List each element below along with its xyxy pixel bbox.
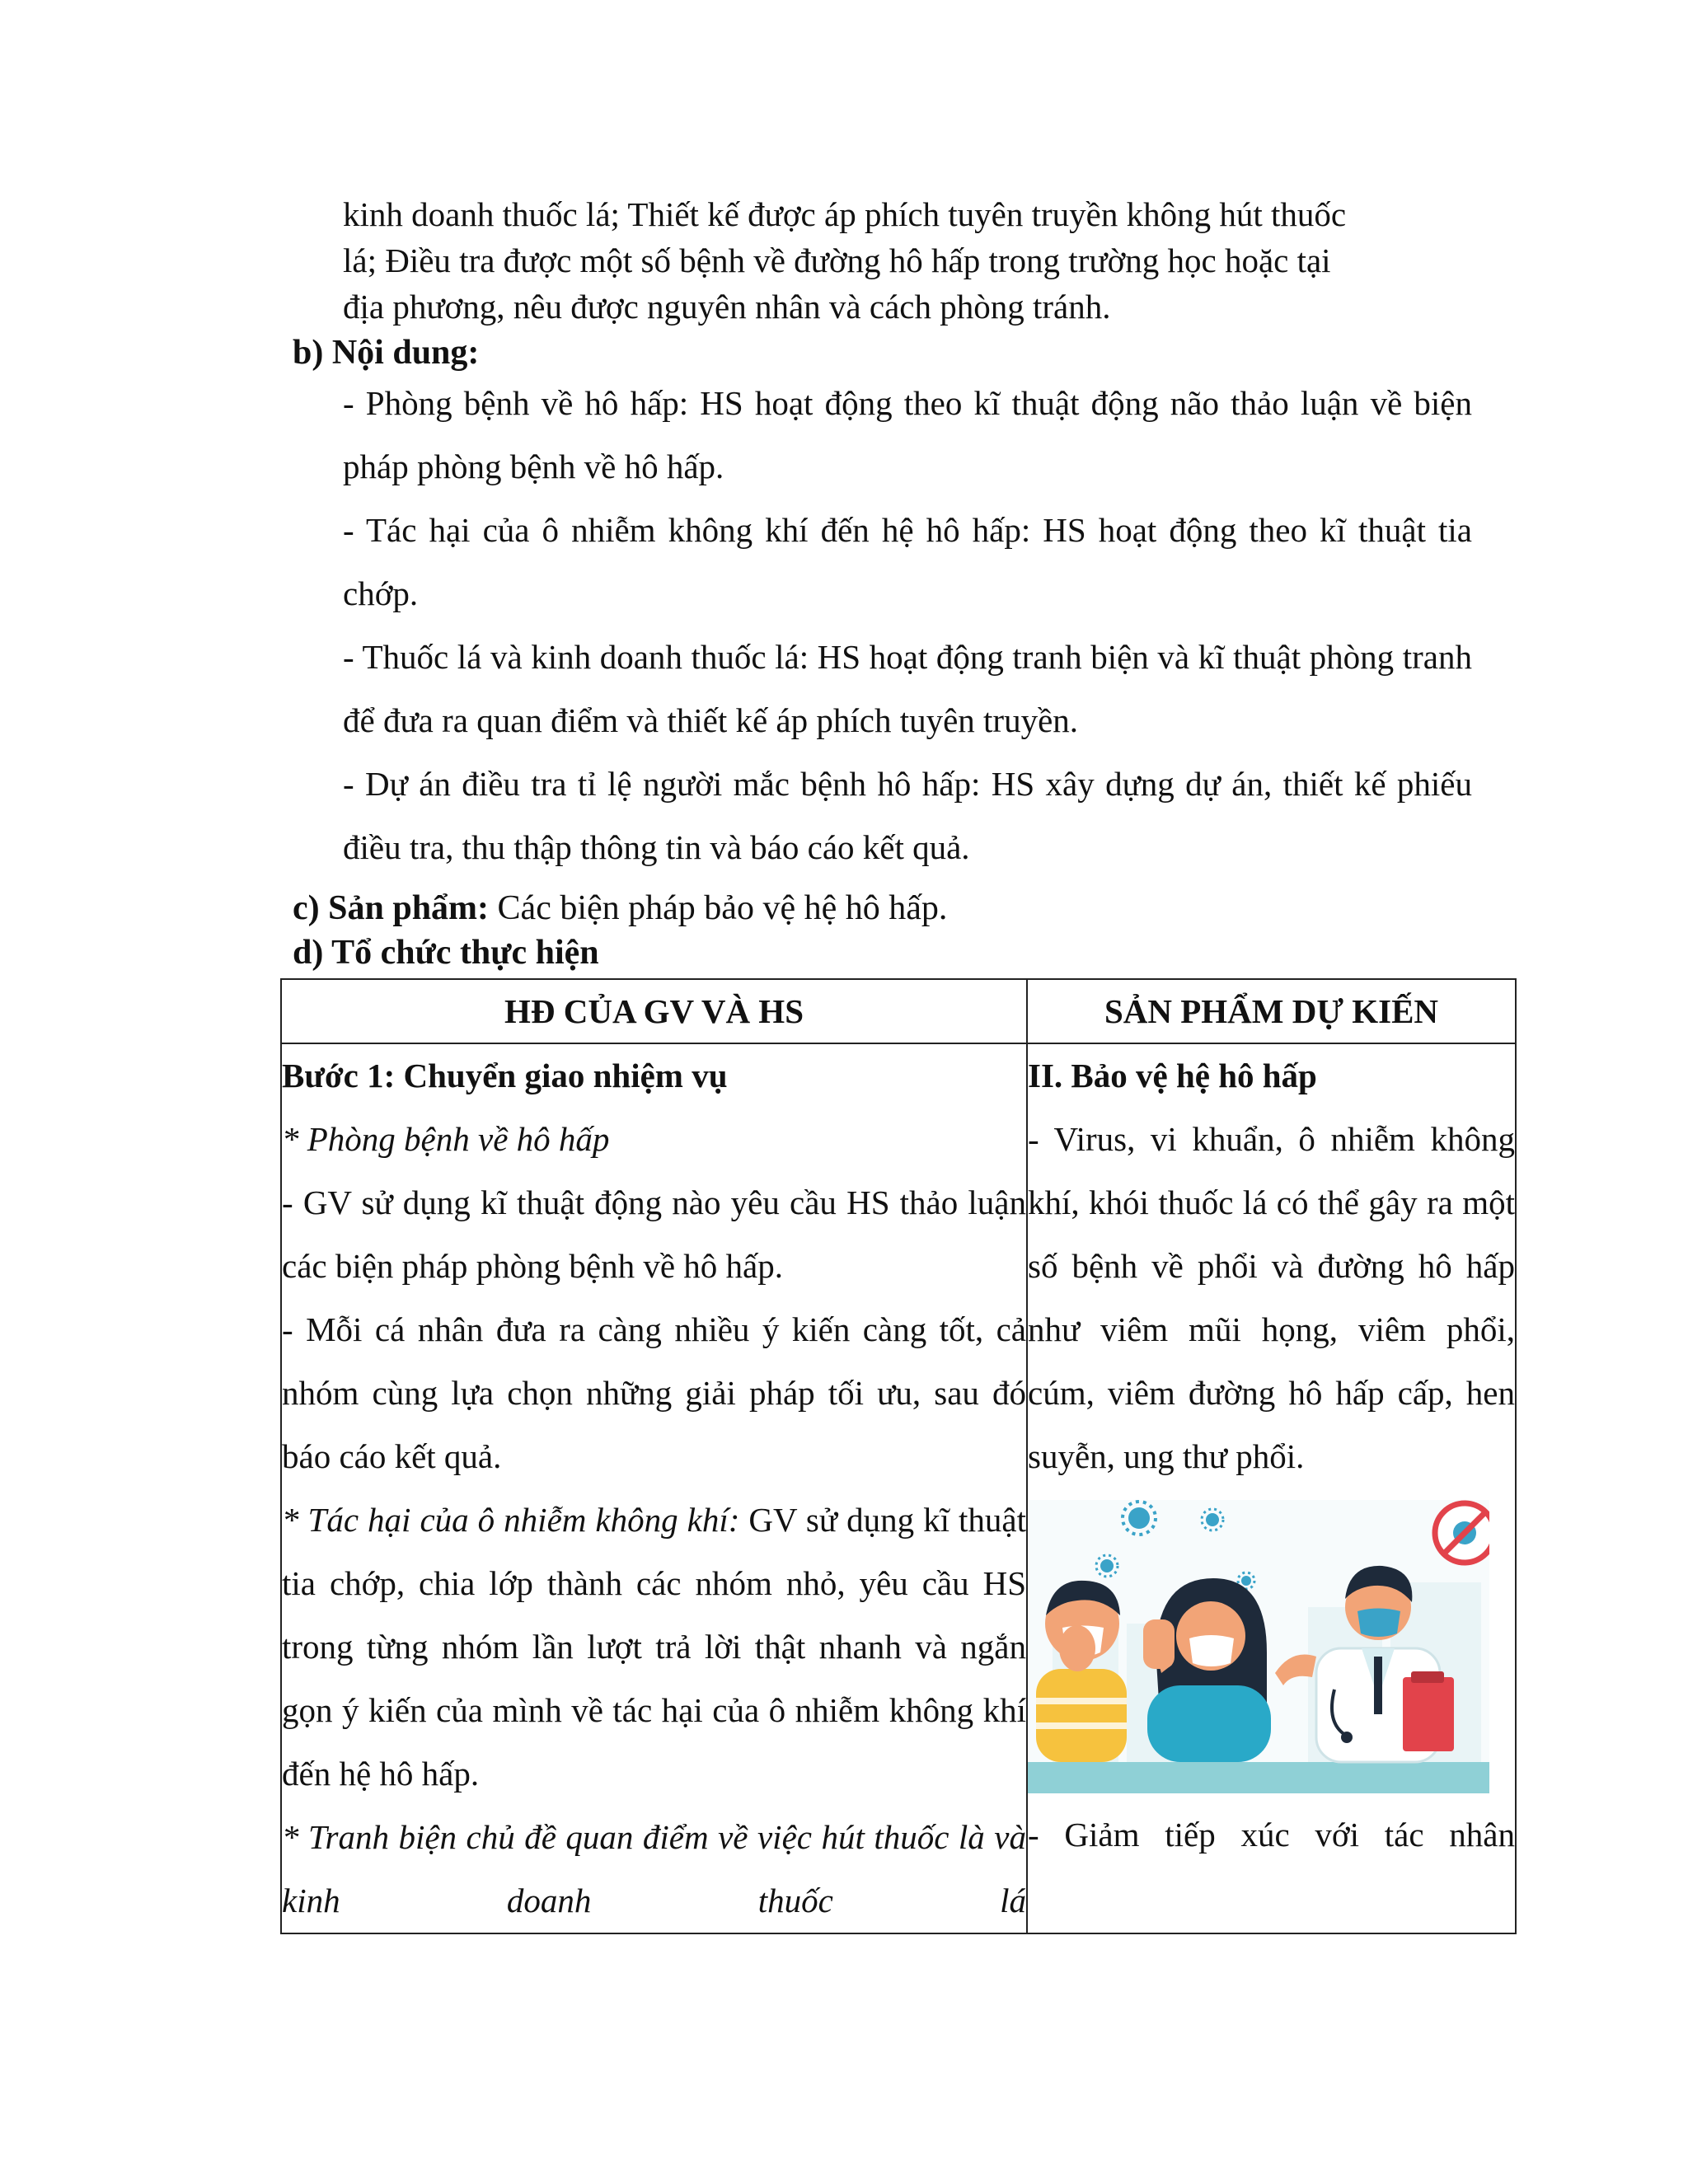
header-expected-product: SẢN PHẨM DỰ KIẾN	[1027, 979, 1516, 1043]
header-teacher-student: HĐ CỦA GV VÀ HS	[281, 979, 1027, 1043]
ground	[1028, 1762, 1489, 1793]
intro-line: lá; Điều tra được một số bệnh về đường hô hấp trong trường học hoặc tại	[343, 241, 1331, 279]
product-text: - Virus, vi khuẩn, ô nhiễm không khí, khói thuốc lá có thể gây ra một số bệnh về phổi và đường hô hấp như viêm mũi họng, viêm phổi, cúm, viêm đường hô hấp cấp, hen suyễn, ung thư phổi.	[1028, 1120, 1515, 1475]
section-c-text: Các biện pháp bảo vệ hệ hô hấp.	[489, 889, 948, 927]
intro-paragraph	[343, 191, 1480, 330]
section-d-heading: d) Tổ chức thực hiện	[293, 934, 599, 972]
table-row	[281, 1043, 1516, 1933]
face-mask-icon	[1357, 1609, 1400, 1638]
step-title: Bước 1: Chuyển giao nhiệm vụ	[282, 1057, 728, 1094]
product-cell	[1027, 1043, 1516, 1933]
section-c-label: c) Sản phẩm:	[293, 889, 490, 927]
product-section-title: II. Bảo vệ hệ hô hấp	[1028, 1057, 1317, 1094]
content-item: - Phòng bệnh về hô hấp: HS hoạt động theo kĩ thuật động não thảo luận về biện pháp phòng bệnh về hô hấp.	[343, 384, 1472, 485]
content-item: - Thuốc lá và kinh doanh thuốc lá: HS hoạt động tranh biện và kĩ thuật phòng tranh để đưa ra quan điểm và thiết kế áp phích tuyên truyền.	[343, 638, 1472, 739]
table-header-row	[281, 979, 1516, 1043]
intro-line: kinh doanh thuốc lá; Thiết kế được áp phích tuyên truyền không hút thuốc	[343, 195, 1347, 233]
content-item: - Tác hại của ô nhiễm không khí đến hệ hô hấp: HS hoạt động theo kĩ thuật tia chớp.	[343, 511, 1472, 612]
masked-people-and-doctor-illustration	[1028, 1500, 1489, 1793]
face-mask-icon	[1189, 1635, 1234, 1666]
intro-line: địa phương, nêu được nguyên nhân và cách phòng tránh.	[343, 288, 1111, 326]
no-virus-sign-icon	[1435, 1503, 1489, 1563]
section-b-heading: b) Nội dung:	[293, 334, 480, 372]
content-item: - Dự án điều tra tỉ lệ người mắc bệnh hô hấp: HS xây dựng dự án, thiết kế phiếu điều tra, thu thập thông tin và báo cáo kết quả.	[343, 765, 1472, 866]
activity-text: - GV sử dụng kĩ thuật động nào yêu cầu HS thảo luận các biện pháp phòng bệnh về hô hấp.	[282, 1183, 1026, 1285]
section-b-content	[343, 372, 1472, 879]
activity-text	[282, 1488, 1026, 1806]
section-c-heading	[293, 888, 947, 928]
product-text: - Giảm tiếp xúc với tác nhân	[1028, 1816, 1515, 1854]
activity-text: - Mỗi cá nhân đưa ra càng nhiều ý kiến càng tốt, cả nhóm cùng lựa chọn những giải pháp tối ưu, sau đó báo cáo kết quả.	[282, 1310, 1026, 1475]
activity-text-rest: GV sử dụng kĩ thuật tia chớp, chia lớp thành các nhóm nhỏ, yêu cầu HS trong từng nhóm lần lượt trả lời thật nhanh và ngắn gọn ý kiến của mình về tác hại của ô nhiễm không khí đến hệ hô hấp.	[282, 1501, 1026, 1793]
topic-title: * Tác hại của ô nhiễm không khí:	[282, 1501, 740, 1539]
activity-table	[280, 978, 1517, 1934]
activity-cell	[281, 1043, 1027, 1933]
topic-title: * Phòng bệnh về hô hấp	[282, 1120, 610, 1158]
topic-title: * Tranh biện chủ đề quan điểm về việc hút thuốc là và kinh doanh thuốc lá	[282, 1818, 1026, 1919]
clipboard-icon	[1403, 1677, 1454, 1751]
